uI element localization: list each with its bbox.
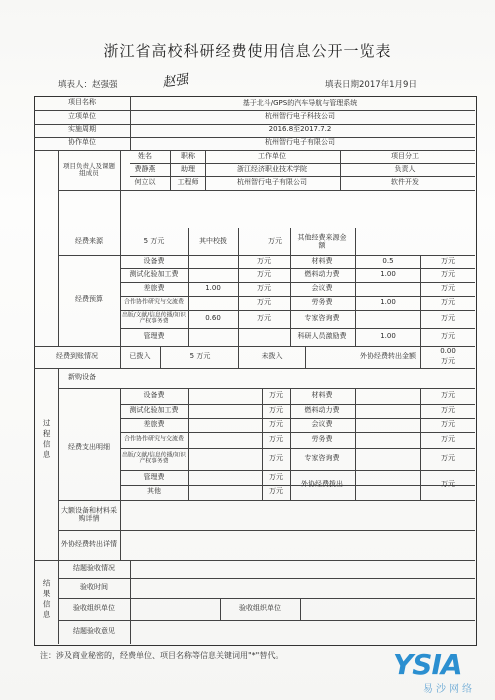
actual-item-right: 劳务费 — [311, 435, 333, 444]
budget-item-right-unit: 万元 — [441, 270, 455, 279]
col-role: 项目分工 — [391, 152, 419, 161]
actual-item-left-unit: 万元 — [269, 391, 283, 400]
actual-label: 经费支出明细 — [68, 443, 110, 452]
watermark-logo — [393, 648, 485, 696]
actual-item-right-unit: 万元 — [441, 406, 455, 415]
row-divider — [120, 282, 475, 283]
budget-item-right-value: 1.00 — [380, 298, 396, 307]
actual-item-left: 测试化验加工费 — [129, 406, 179, 415]
row-divider — [120, 404, 475, 405]
member-unit: 浙江经济职业技术学院 — [237, 165, 307, 174]
actual-item-left: 差旅费 — [143, 420, 165, 429]
row-divider — [34, 368, 475, 369]
col-divider — [238, 228, 239, 255]
receipt-not-label: 未拨入 — [261, 352, 283, 361]
row-divider — [120, 268, 475, 269]
unit-value: 杭州智行电子科技公司 — [265, 112, 335, 121]
equip-label: 大额设备和材料采购详情 — [61, 506, 117, 522]
unit-label: 立项单位 — [68, 112, 96, 121]
coop-value: 杭州智行电子有限公司 — [265, 138, 335, 147]
budget-item-right-unit: 万元 — [441, 298, 455, 307]
col-divider — [238, 255, 239, 346]
col-divider — [120, 388, 121, 560]
row-divider — [120, 328, 475, 329]
col-title: 职称 — [181, 152, 195, 161]
funding-receipt-label: 经费到账情况 — [56, 352, 98, 361]
acceptance-opinion-label: 结题验收意见 — [73, 627, 115, 636]
col-divider — [355, 228, 356, 255]
section-expenditure-label: 过程信息 — [42, 419, 52, 461]
col-divider — [130, 96, 131, 150]
actual-item-right-unit: 万元 — [441, 454, 455, 463]
budget-item-left: 合作协作研究与交流费 — [123, 298, 185, 306]
period-label: 实施周期 — [68, 125, 96, 134]
actual-item-right: 外协经费拨出 — [301, 480, 343, 489]
document-title: 浙江省高校科研经费使用信息公开一览表 — [103, 42, 392, 60]
actual-item-left-unit: 万元 — [269, 406, 283, 415]
budget-item-right-unit: 万元 — [441, 284, 455, 293]
budget-item-left: 设备费 — [143, 257, 165, 266]
row-divider — [58, 598, 475, 599]
col-divider — [130, 560, 131, 644]
actual-item-right: 会议费 — [311, 420, 333, 429]
row-divider — [34, 137, 475, 138]
actual-item-left: 出版/文献/信息传播/知识产权事务费 — [122, 452, 186, 465]
col-divider — [420, 255, 421, 368]
actual-item-left-unit: 万元 — [269, 473, 283, 482]
actual-item-left-unit: 万元 — [269, 454, 283, 463]
receipt-amount: 5 万元 — [189, 352, 211, 361]
col-divider — [340, 150, 341, 190]
row-divider — [120, 418, 475, 419]
actual-item-left-unit: 万元 — [269, 420, 283, 429]
col-name: 姓名 — [138, 152, 152, 161]
col-divider — [170, 150, 171, 190]
actual-item-left: 设备费 — [143, 391, 165, 400]
row-divider — [120, 470, 475, 471]
signature: 赵强 — [161, 72, 190, 91]
col-divider — [290, 228, 291, 255]
date-label: 填表日期2017年1月9日 — [325, 80, 417, 90]
col-divider — [188, 388, 189, 500]
member-title: 工程师 — [177, 178, 199, 187]
budget-item-left-unit: 万元 — [257, 257, 271, 266]
budget-item-right: 专家咨询费 — [304, 314, 340, 323]
row-divider — [34, 150, 475, 151]
col-divider — [262, 388, 263, 500]
row-divider — [34, 124, 475, 125]
budget-item-left-unit: 万元 — [257, 284, 271, 293]
new-asset-label: 新购设备 — [68, 373, 96, 382]
self-raise-label: 其他经费来源金额 — [297, 233, 347, 249]
col-divider — [205, 150, 206, 190]
receipt-bank-value: 0.00 — [440, 347, 456, 356]
period-value: 2016.8至2017.7.2 — [268, 125, 332, 134]
row-divider — [34, 110, 475, 111]
col-divider — [220, 598, 221, 620]
budget-item-right-unit: 万元 — [441, 257, 455, 266]
row-divider — [120, 485, 475, 486]
funding-amount: 5 万元 — [143, 237, 165, 246]
col-divider — [58, 368, 59, 644]
col-divider — [188, 228, 189, 255]
budget-item-left-value: 1.00 — [205, 284, 221, 293]
actual-item-left: 管理费 — [143, 473, 165, 482]
transfer-label: 外协经费转出详情 — [61, 540, 117, 549]
col-unit: 工作单位 — [258, 152, 286, 161]
budget-label: 经费预算 — [75, 295, 103, 304]
budget-item-right-unit: 万元 — [441, 314, 455, 323]
col-divider — [305, 346, 306, 368]
budget-item-left-unit: 万元 — [257, 314, 271, 323]
col-divider — [420, 388, 421, 500]
actual-item-right-unit: 万元 — [441, 420, 455, 429]
member-role: 软件开发 — [391, 178, 419, 187]
row-divider — [34, 560, 475, 561]
col-divider — [188, 255, 189, 346]
budget-item-right: 燃料动力费 — [304, 270, 340, 279]
budget-item-left: 管理费 — [143, 332, 165, 341]
actual-item-left-unit: 万元 — [269, 435, 283, 444]
budget-item-right: 科研人员激励费 — [297, 332, 347, 341]
col-divider — [58, 150, 59, 346]
actual-item-right-unit: 万元 — [441, 391, 455, 400]
budget-item-right: 材料费 — [311, 257, 333, 266]
coop-label: 协作单位 — [68, 138, 96, 147]
col-divider — [238, 346, 239, 368]
acceptance-org-label: 验收组织单位 — [73, 604, 115, 613]
col-divider — [160, 346, 161, 368]
budget-item-left-value: 0.60 — [205, 314, 221, 323]
row-divider — [120, 448, 475, 449]
row-divider — [58, 578, 475, 579]
actual-item-right: 专家咨询费 — [304, 454, 340, 463]
col-divider — [355, 255, 356, 346]
actual-item-right-unit: 万元 — [441, 435, 455, 444]
col-divider — [120, 150, 121, 368]
member-name: 费静燕 — [134, 165, 156, 174]
receipt-bank-label: 外协经费转出金额 — [360, 352, 416, 361]
row-divider — [130, 176, 475, 177]
member-role: 负责人 — [394, 165, 416, 174]
budget-item-right: 劳务费 — [311, 298, 333, 307]
member-unit: 杭州智行电子有限公司 — [237, 178, 307, 187]
actual-item-right-unit: 万元 — [441, 480, 455, 489]
footer-note: 注：涉及商业秘密的，经费单位、项目名称等信息关键词用"*"替代。 — [40, 651, 284, 660]
budget-item-left: 测试化验加工费 — [129, 270, 179, 279]
acceptance-time-label: 验收时间 — [80, 583, 108, 592]
budget-item-right-value: 1.00 — [380, 270, 396, 279]
budget-item-right: 会议费 — [311, 284, 333, 293]
member-title: 助理 — [181, 165, 195, 174]
funding-source-label: 经费来源 — [75, 237, 103, 246]
watermark-logo-text: YSIA — [393, 648, 462, 681]
project-name-label: 项目名称 — [68, 98, 96, 107]
watermark-logo-sub: 易沙网络 — [423, 684, 475, 695]
filler-label: 填表人：赵强强 — [58, 80, 118, 90]
other-source-label: 其中校拨 — [199, 237, 227, 246]
budget-item-left: 出版/文献/信息传播/知识产权事务费 — [122, 312, 186, 325]
col-divider — [290, 388, 291, 500]
other-source-unit: 万元 — [268, 237, 282, 246]
budget-item-right-value: 1.00 — [380, 332, 396, 341]
budget-item-right-unit: 万元 — [441, 332, 455, 341]
receipt-bank-unit: 万元 — [441, 357, 455, 366]
project-name-value: 基于北斗/GPS的汽车导航与管理系统 — [242, 99, 358, 108]
budget-item-left-unit: 万元 — [257, 298, 271, 307]
row-divider — [120, 296, 475, 297]
actual-item-right: 材料费 — [311, 391, 333, 400]
actual-item-right: 燃料动力费 — [304, 406, 340, 415]
actual-item-left-unit: 万元 — [269, 487, 283, 496]
result-label: 结题验收情况 — [73, 564, 115, 573]
actual-item-left: 其他 — [147, 487, 161, 496]
actual-item-left: 合作协作研究与交流费 — [123, 435, 185, 443]
col-divider — [355, 388, 356, 500]
budget-item-left: 差旅费 — [143, 284, 165, 293]
row-divider — [130, 163, 475, 164]
budget-item-right-value: 0.5 — [382, 257, 394, 266]
section-results-label: 结果信息 — [42, 579, 52, 621]
budget-item-left-unit: 万元 — [257, 270, 271, 279]
row-divider — [58, 620, 475, 621]
acceptance-unit-label: 验收组织单位 — [239, 604, 281, 613]
row-divider — [34, 346, 475, 347]
head-group-label: 项目负责人及课题组成员 — [63, 161, 115, 177]
receipt-in-label: 已拨入 — [129, 352, 151, 361]
row-divider — [120, 310, 475, 311]
row-divider — [120, 432, 475, 433]
col-divider — [290, 255, 291, 346]
member-name: 何立以 — [134, 178, 156, 187]
col-divider — [300, 598, 301, 620]
